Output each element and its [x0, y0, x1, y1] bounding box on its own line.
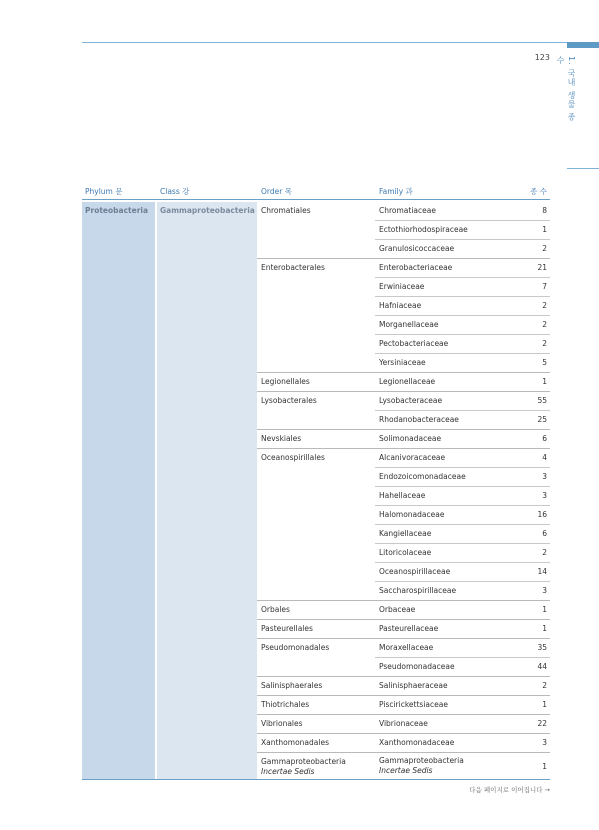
family-name: Legionellaceae	[379, 377, 436, 386]
order-group	[257, 600, 550, 619]
family-name-line1: Gammaproteobacteria	[379, 756, 464, 765]
order-name-line1: Gammaproteobacteria	[261, 757, 346, 766]
family-name: Ectothiorhodospiraceae	[379, 225, 468, 234]
order-group	[257, 619, 550, 638]
family-name-line2: Incertae Sedis	[379, 766, 433, 775]
family-list	[375, 620, 550, 638]
phylum-column	[82, 202, 155, 780]
species-count: 55	[537, 396, 547, 405]
table-row	[375, 505, 550, 524]
table-row	[375, 543, 550, 562]
order-name: Enterobacterales	[261, 263, 325, 272]
table-header	[82, 182, 550, 200]
table-row	[375, 581, 550, 600]
species-count: 44	[537, 662, 547, 671]
family-name: Solimonadaceae	[379, 434, 442, 443]
table-row	[375, 696, 550, 714]
family-name: Saccharospirillaceae	[379, 586, 457, 595]
order-group	[257, 676, 550, 695]
family-list	[375, 753, 550, 780]
family-name: Xanthomonadaceae	[379, 738, 455, 747]
species-count: 35	[537, 643, 547, 652]
order-name: Orbales	[261, 605, 290, 614]
page-number: 123	[534, 53, 550, 62]
species-count: 3	[542, 738, 547, 747]
table-row	[375, 202, 550, 220]
species-count: 3	[542, 472, 547, 481]
table-row	[375, 524, 550, 543]
family-name: Moraxellaceae	[379, 643, 434, 652]
table-row	[375, 639, 550, 657]
species-count: 1	[542, 700, 547, 709]
family-name: Orbaceae	[379, 605, 416, 614]
header-order: Order 목	[261, 187, 292, 196]
family-list	[375, 392, 550, 429]
table-row	[375, 239, 550, 258]
chapter-label: 1. 국내 생물 종 수	[556, 56, 576, 122]
order-name: Oceanospirillales	[261, 453, 325, 462]
header-family: Family 과	[379, 187, 413, 196]
order-name: Legionellales	[261, 377, 310, 386]
table-row	[375, 677, 550, 695]
table-row	[375, 562, 550, 581]
species-count: 2	[542, 339, 547, 348]
species-count: 7	[542, 282, 547, 291]
order-name-line2: Incertae Sedis	[261, 767, 315, 776]
order-group-incertae-sedis	[257, 752, 550, 780]
family-name: Pasteurellaceae	[379, 624, 439, 633]
family-list	[375, 696, 550, 714]
family-name: Morganellaceae	[379, 320, 439, 329]
species-count: 14	[537, 567, 547, 576]
order-name: Pseudomonadales	[261, 643, 330, 652]
family-name: Erwiniaceae	[379, 282, 425, 291]
order-name: Thiotrichales	[261, 700, 310, 709]
order-group	[257, 372, 550, 391]
species-count: 8	[542, 206, 547, 215]
family-name: Halomonadaceae	[379, 510, 445, 519]
header-phylum: Phylum 문	[85, 187, 123, 196]
order-group	[257, 258, 550, 372]
family-name: Pseudomonadaceae	[379, 662, 455, 671]
family-name: Salinisphaeraceae	[379, 681, 448, 690]
family-list	[375, 677, 550, 695]
order-group	[257, 695, 550, 714]
order-name: Pasteurellales	[261, 624, 313, 633]
family-name: Alcanivoracaceae	[379, 453, 446, 462]
species-count: 1	[542, 762, 547, 771]
table-row	[375, 753, 550, 780]
species-count: 16	[537, 510, 547, 519]
table-row	[375, 392, 550, 410]
table-row	[375, 467, 550, 486]
species-count: 2	[542, 320, 547, 329]
order-name: Vibrionales	[261, 719, 303, 728]
family-list	[375, 430, 550, 448]
order-name: Salinisphaerales	[261, 681, 323, 690]
species-count: 2	[542, 301, 547, 310]
family-name: Pectobacteriaceae	[379, 339, 449, 348]
table-row	[375, 410, 550, 429]
order-name: Lysobacterales	[261, 396, 317, 405]
species-count: 5	[542, 358, 547, 367]
species-count: 1	[542, 605, 547, 614]
family-list	[375, 373, 550, 391]
order-group	[257, 733, 550, 752]
table-row	[375, 734, 550, 752]
family-name: Yersiniaceae	[379, 358, 426, 367]
order-group	[257, 638, 550, 676]
species-count: 2	[542, 244, 547, 253]
top-rule	[82, 42, 598, 43]
family-name: Hafniaceae	[379, 301, 422, 310]
chapter-tab	[567, 42, 599, 48]
family-name: Rhodanobacteraceae	[379, 415, 459, 424]
table-body	[82, 202, 550, 780]
family-name: Lysobacteraceae	[379, 396, 443, 405]
species-count: 2	[542, 548, 547, 557]
table-row	[375, 353, 550, 372]
table-row	[375, 620, 550, 638]
species-count: 1	[542, 225, 547, 234]
species-count: 25	[537, 415, 547, 424]
family-name: Kangiellaceae	[379, 529, 432, 538]
family-name: Granulosicoccaceae	[379, 244, 455, 253]
family-list	[375, 734, 550, 752]
family-name: Chromatiaceae	[379, 206, 436, 215]
species-count: 3	[542, 491, 547, 500]
species-count: 1	[542, 377, 547, 386]
order-name: Xanthomonadales	[261, 738, 329, 747]
species-count: 1	[542, 624, 547, 633]
table-row	[375, 373, 550, 391]
table-row	[375, 259, 550, 277]
family-name: Piscirickettsiaceae	[379, 700, 448, 709]
table-row	[375, 430, 550, 448]
phylum-name: Proteobacteria	[85, 206, 149, 215]
class-name: Gammaproteobacteria	[160, 206, 255, 215]
species-count: 3	[542, 586, 547, 595]
species-count: 2	[542, 681, 547, 690]
continue-note: 다음 페이지로 이어집니다 →	[469, 786, 550, 794]
side-rule	[567, 168, 599, 169]
family-list	[375, 259, 550, 372]
family-list	[375, 601, 550, 619]
header-count: 종 수	[530, 187, 547, 196]
family-list	[375, 202, 550, 258]
species-count: 21	[537, 263, 547, 272]
species-count: 4	[542, 453, 547, 462]
species-table	[82, 182, 550, 780]
family-list	[375, 449, 550, 600]
table-row	[375, 449, 550, 467]
table-row	[375, 657, 550, 676]
order-group	[257, 202, 550, 258]
family-name: Litoricolaceae	[379, 548, 432, 557]
table-row	[375, 334, 550, 353]
table-row	[375, 486, 550, 505]
order-name	[261, 757, 371, 777]
table-row	[375, 296, 550, 315]
family-name: Endozoicomonadaceae	[379, 472, 466, 481]
header-class: Class 강	[160, 187, 190, 196]
table-row	[375, 220, 550, 239]
family-name: Hahellaceae	[379, 491, 426, 500]
family-name: Vibrionaceae	[379, 719, 428, 728]
species-count: 6	[542, 434, 547, 443]
order-group	[257, 714, 550, 733]
order-name: Chromatiales	[261, 206, 311, 215]
family-list	[375, 715, 550, 733]
order-group	[257, 391, 550, 429]
order-group	[257, 448, 550, 600]
table-bottom-rule	[82, 779, 550, 780]
table-row	[375, 715, 550, 733]
order-name: Nevskiales	[261, 434, 302, 443]
order-group	[257, 429, 550, 448]
table-row	[375, 277, 550, 296]
species-count: 22	[537, 719, 547, 728]
table-row	[375, 601, 550, 619]
family-name	[379, 756, 464, 776]
table-row	[375, 315, 550, 334]
class-column	[157, 202, 257, 780]
family-list	[375, 639, 550, 676]
species-count: 6	[542, 529, 547, 538]
family-name: Oceanospirillaceae	[379, 567, 451, 576]
family-name: Enterobacteriaceae	[379, 263, 453, 272]
